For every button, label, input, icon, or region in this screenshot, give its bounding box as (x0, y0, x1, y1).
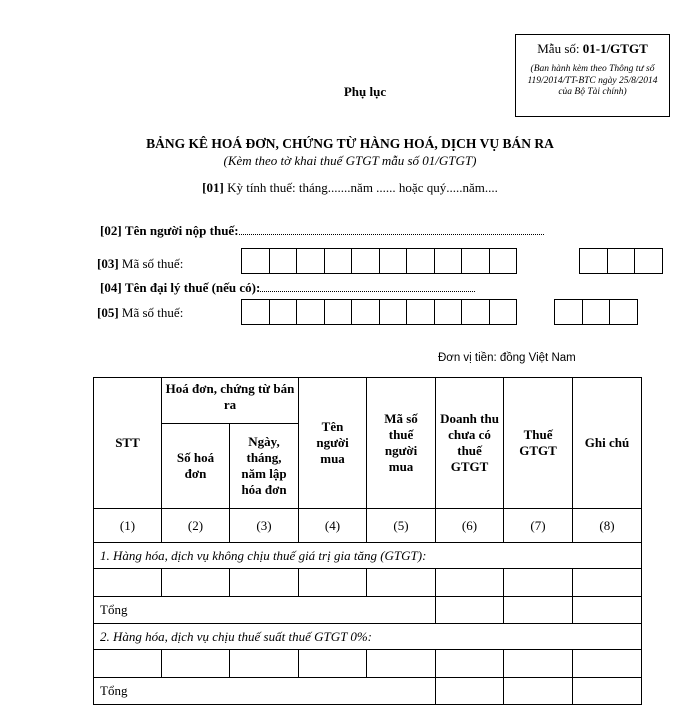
tax-period-line (0, 180, 700, 196)
agent-tax-id-branch-digit-box[interactable] (554, 299, 583, 325)
agent-tax-id-digit-box[interactable] (269, 299, 298, 325)
column-number: (5) (367, 509, 436, 543)
agent-tax-id-code: [05] (97, 305, 119, 320)
tax-id-digit-box[interactable] (241, 248, 270, 274)
tax-id-digit-box[interactable] (324, 248, 353, 274)
taxpayer-name-field[interactable] (239, 224, 544, 235)
agent-tax-id-digit-box[interactable] (351, 299, 380, 325)
column-number: (8) (573, 509, 642, 543)
tax-id-digit-box[interactable] (379, 248, 408, 274)
tax-id-branch-digit-box[interactable] (634, 248, 663, 274)
tax-period-text: Kỳ tính thuế: tháng.......năm ...... hoặc quý.....năm.... (227, 180, 498, 195)
agent-tax-id-digit-box[interactable] (461, 299, 490, 325)
table-cell[interactable] (94, 650, 162, 678)
agent-tax-id-branch-digit-box[interactable] (609, 299, 638, 325)
table-cell[interactable] (367, 650, 436, 678)
table-cell[interactable] (230, 569, 299, 597)
table-cell[interactable] (94, 569, 162, 597)
column-number: (3) (230, 509, 299, 543)
taxpayer-tax-id-label: Mã số thuế: (121, 256, 184, 271)
agent-tax-id-digit-box[interactable] (379, 299, 408, 325)
header-invoice-number: Số hoá đơn (162, 424, 230, 509)
taxpayer-tax-id-branch-boxes[interactable] (580, 248, 663, 274)
section-row (94, 624, 642, 650)
table-cell[interactable] (573, 569, 642, 597)
appendix-label: Phụ lục (343, 84, 387, 99)
total-notes-cell[interactable] (573, 678, 642, 705)
header-buyer-name: Tên người mua (299, 378, 367, 509)
tax-id-branch-digit-box[interactable] (579, 248, 608, 274)
invoice-table (93, 377, 642, 705)
form-code-label: Mẫu số: (537, 41, 580, 56)
tax-period-code: [01] (202, 180, 224, 195)
section-row (94, 543, 642, 569)
agent-name-code: [04] (100, 280, 122, 295)
form-code-box (515, 34, 670, 117)
taxpayer-name-row (100, 223, 544, 239)
total-revenue-cell[interactable] (436, 678, 504, 705)
column-number: (4) (299, 509, 367, 543)
header-buyer-tax-id: Mã số thuế người mua (367, 378, 436, 509)
column-number: (7) (504, 509, 573, 543)
section-title: 1. Hàng hóa, dịch vụ không chịu thuế giá trị gia tăng (GTGT): (94, 543, 642, 569)
table-cell[interactable] (367, 569, 436, 597)
total-notes-cell[interactable] (573, 597, 642, 624)
table-cell[interactable] (162, 569, 230, 597)
header-invoice-group: Hoá đơn, chứng từ bán ra (162, 378, 299, 424)
column-number-row (94, 509, 642, 543)
table-row (94, 650, 642, 678)
total-revenue-cell[interactable] (436, 597, 504, 624)
total-label: Tổng (94, 678, 436, 705)
agent-tax-id-boxes[interactable] (242, 299, 517, 325)
total-row (94, 597, 642, 624)
agent-tax-id-digit-box[interactable] (241, 299, 270, 325)
agent-tax-id-digit-box[interactable] (406, 299, 435, 325)
table-cell[interactable] (504, 650, 573, 678)
column-number: (1) (94, 509, 162, 543)
table-cell[interactable] (299, 569, 367, 597)
taxpayer-tax-id-boxes[interactable] (242, 248, 517, 274)
header-notes: Ghi chú (573, 378, 642, 509)
total-label: Tổng (94, 597, 436, 624)
tax-id-digit-box[interactable] (461, 248, 490, 274)
header-stt: STT (94, 378, 162, 509)
agent-tax-id-digit-box[interactable] (324, 299, 353, 325)
agent-name-field[interactable] (260, 281, 475, 292)
tax-id-digit-box[interactable] (351, 248, 380, 274)
agent-tax-id-digit-box[interactable] (296, 299, 325, 325)
agent-tax-id-branch-digit-box[interactable] (582, 299, 611, 325)
document-subtitle: (Kèm theo tờ khai thuế GTGT mẫu số 01/GTGT) (223, 153, 477, 168)
taxpayer-name-label: Tên người nộp thuế: (124, 223, 239, 238)
table-cell[interactable] (436, 569, 504, 597)
total-row (94, 678, 642, 705)
document-title: BẢNG KÊ HOÁ ĐƠN, CHỨNG TỪ HÀNG HOÁ, DỊCH VỤ BÁN RA (146, 136, 554, 151)
taxpayer-tax-id-row (97, 256, 183, 272)
table-cell[interactable] (230, 650, 299, 678)
total-vat-cell[interactable] (504, 678, 573, 705)
tax-id-digit-box[interactable] (269, 248, 298, 274)
taxpayer-tax-id-code: [03] (97, 256, 119, 271)
column-number: (2) (162, 509, 230, 543)
total-vat-cell[interactable] (504, 597, 573, 624)
header-vat: Thuế GTGT (504, 378, 573, 509)
table-cell[interactable] (504, 569, 573, 597)
taxpayer-name-code: [02] (100, 223, 122, 238)
table-cell[interactable] (162, 650, 230, 678)
agent-tax-id-row (97, 305, 183, 321)
currency-unit: Đơn vị tiền: đồng Việt Nam (438, 352, 576, 364)
agent-name-label: Tên đại lý thuế (nếu có): (124, 280, 261, 295)
agent-tax-id-digit-box[interactable] (489, 299, 518, 325)
tax-id-digit-box[interactable] (296, 248, 325, 274)
column-number: (6) (436, 509, 504, 543)
header-invoice-date: Ngày, tháng, năm lập hóa đơn (230, 424, 299, 509)
table-row (94, 569, 642, 597)
agent-name-row (100, 280, 475, 296)
tax-id-branch-digit-box[interactable] (607, 248, 636, 274)
tax-id-digit-box[interactable] (489, 248, 518, 274)
section-title: 2. Hàng hóa, dịch vụ chịu thuế suất thuế GTGT 0%: (94, 624, 642, 650)
tax-id-digit-box[interactable] (434, 248, 463, 274)
table-cell[interactable] (573, 650, 642, 678)
agent-tax-id-branch-boxes[interactable] (555, 299, 638, 325)
table-cell[interactable] (299, 650, 367, 678)
agent-tax-id-digit-box[interactable] (434, 299, 463, 325)
form-code-value: 01-1/GTGT (582, 41, 648, 56)
form-issued-note: (Ban hành kèm theo Thông tư số 119/2014/TT-BTC ngày 25/8/2014 của Bộ Tài chính) (527, 64, 658, 97)
tax-id-digit-box[interactable] (406, 248, 435, 274)
agent-tax-id-label: Mã số thuế: (121, 305, 184, 320)
table-cell[interactable] (436, 650, 504, 678)
form-code (516, 41, 669, 57)
header-revenue: Doanh thu chưa có thuế GTGT (436, 378, 504, 509)
